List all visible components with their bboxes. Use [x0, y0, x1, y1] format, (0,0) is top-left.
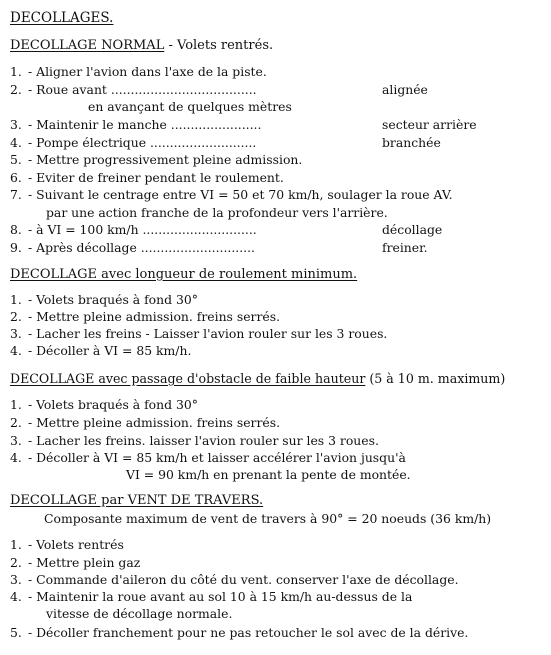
item-number: 3. [10, 117, 22, 132]
item-value: freiner. [382, 240, 428, 255]
item-text: - Décoller à VI = 85 km/h. [28, 343, 192, 358]
item-number: 2. [10, 82, 22, 97]
item-text: - Mettre progressivement pleine admission. [28, 152, 303, 167]
item-continuation: en avançant de quelques mètres [88, 99, 292, 114]
item-number: 2. [10, 415, 22, 430]
item-number: 4. [10, 343, 22, 358]
item-number: 6. [10, 170, 22, 185]
section-heading-underlined: DECOLLAGE par VENT DE TRAVERS. [10, 493, 264, 508]
item-number: 5. [10, 152, 22, 167]
item-text: - Après décollage ............................. [28, 240, 255, 255]
item-value: décollage [382, 222, 443, 237]
item-number: 9. [10, 240, 22, 255]
section-heading-min-roll [10, 267, 357, 283]
item-text: - Pompe électrique ........................... [28, 135, 257, 150]
item-text: - Suivant le centrage entre VI = 50 et 70 km/h, soulager la roue AV. [28, 187, 453, 202]
item-text: - Lacher les freins - Laisser l'avion rouler sur les 3 roues. [28, 326, 388, 341]
section-heading-normal [10, 38, 273, 54]
section-heading-underlined: DECOLLAGE avec passage d'obstacle de faible hauteur [10, 371, 366, 386]
item-value: alignée [382, 82, 428, 97]
item-text: - Mettre pleine admission. freins serrés. [28, 309, 281, 324]
item-text: - Volets braqués à fond 30° [28, 397, 198, 412]
item-continuation: par une action franche de la profondeur vers l'arrière. [46, 205, 388, 220]
section-heading-underlined: DECOLLAGE avec longueur de roulement minimum. [10, 267, 358, 282]
item-text: - Volets braqués à fond 30° [28, 292, 198, 307]
item-number: 3. [10, 433, 22, 448]
item-text: - Eviter de freiner pendant le roulement. [28, 170, 284, 185]
item-text: - Maintenir la roue avant au sol 10 à 15 km/h au-dessus de la [28, 589, 413, 604]
item-number: 1. [10, 397, 22, 412]
item-number: 2. [10, 309, 22, 324]
item-continuation: VI = 90 km/h en prenant la pente de montée. [126, 467, 411, 482]
item-text: - Décoller franchement pour ne pas retoucher le sol avec de la dérive. [28, 625, 469, 640]
item-number: 2. [10, 555, 22, 570]
item-text: - Volets rentrés [28, 537, 124, 552]
section-heading-rest: - Volets rentrés. [164, 38, 274, 53]
item-text: - Commande d'aileron du côté du vent. conserver l'axe de décollage. [28, 572, 459, 587]
section-heading-rest: (5 à 10 m. maximum) [365, 371, 506, 386]
item-continuation: vitesse de décollage normale. [46, 606, 233, 621]
section-heading-underlined: DECOLLAGE NORMAL [10, 38, 165, 53]
item-text: - Décoller à VI = 85 km/h et laisser accélérer l'avion jusqu'à [28, 450, 406, 465]
item-text: - Maintenir le manche ....................... [28, 117, 262, 132]
item-number: 3. [10, 572, 22, 587]
item-text: - à VI = 100 km/h ............................. [28, 222, 257, 237]
item-text: - Mettre plein gaz [28, 555, 141, 570]
item-text: - Mettre pleine admission. freins serrés. [28, 415, 281, 430]
item-number: 1. [10, 64, 22, 79]
item-text: - Lacher les freins. laisser l'avion rouler sur les 3 roues. [28, 433, 379, 448]
section-heading-crosswind [10, 493, 263, 509]
item-number: 8. [10, 222, 22, 237]
main-title: DECOLLAGES. [10, 10, 114, 26]
item-number: 4. [10, 135, 22, 150]
item-number: 1. [10, 537, 22, 552]
item-number: 1. [10, 292, 22, 307]
item-value: secteur arrière [382, 117, 477, 132]
section-heading-obstacle [10, 371, 505, 387]
item-text: - Aligner l'avion dans l'axe de la piste. [28, 64, 267, 79]
item-number: 5. [10, 625, 22, 640]
item-number: 4. [10, 589, 22, 604]
item-text: - Roue avant ..................................... [28, 82, 257, 97]
item-number: 7. [10, 187, 22, 202]
crosswind-limit: Composante maximum de vent de travers à 90° = 20 noeuds (36 km/h) [44, 511, 492, 526]
item-value: branchée [382, 135, 441, 150]
item-number: 3. [10, 326, 22, 341]
item-number: 4. [10, 450, 22, 465]
